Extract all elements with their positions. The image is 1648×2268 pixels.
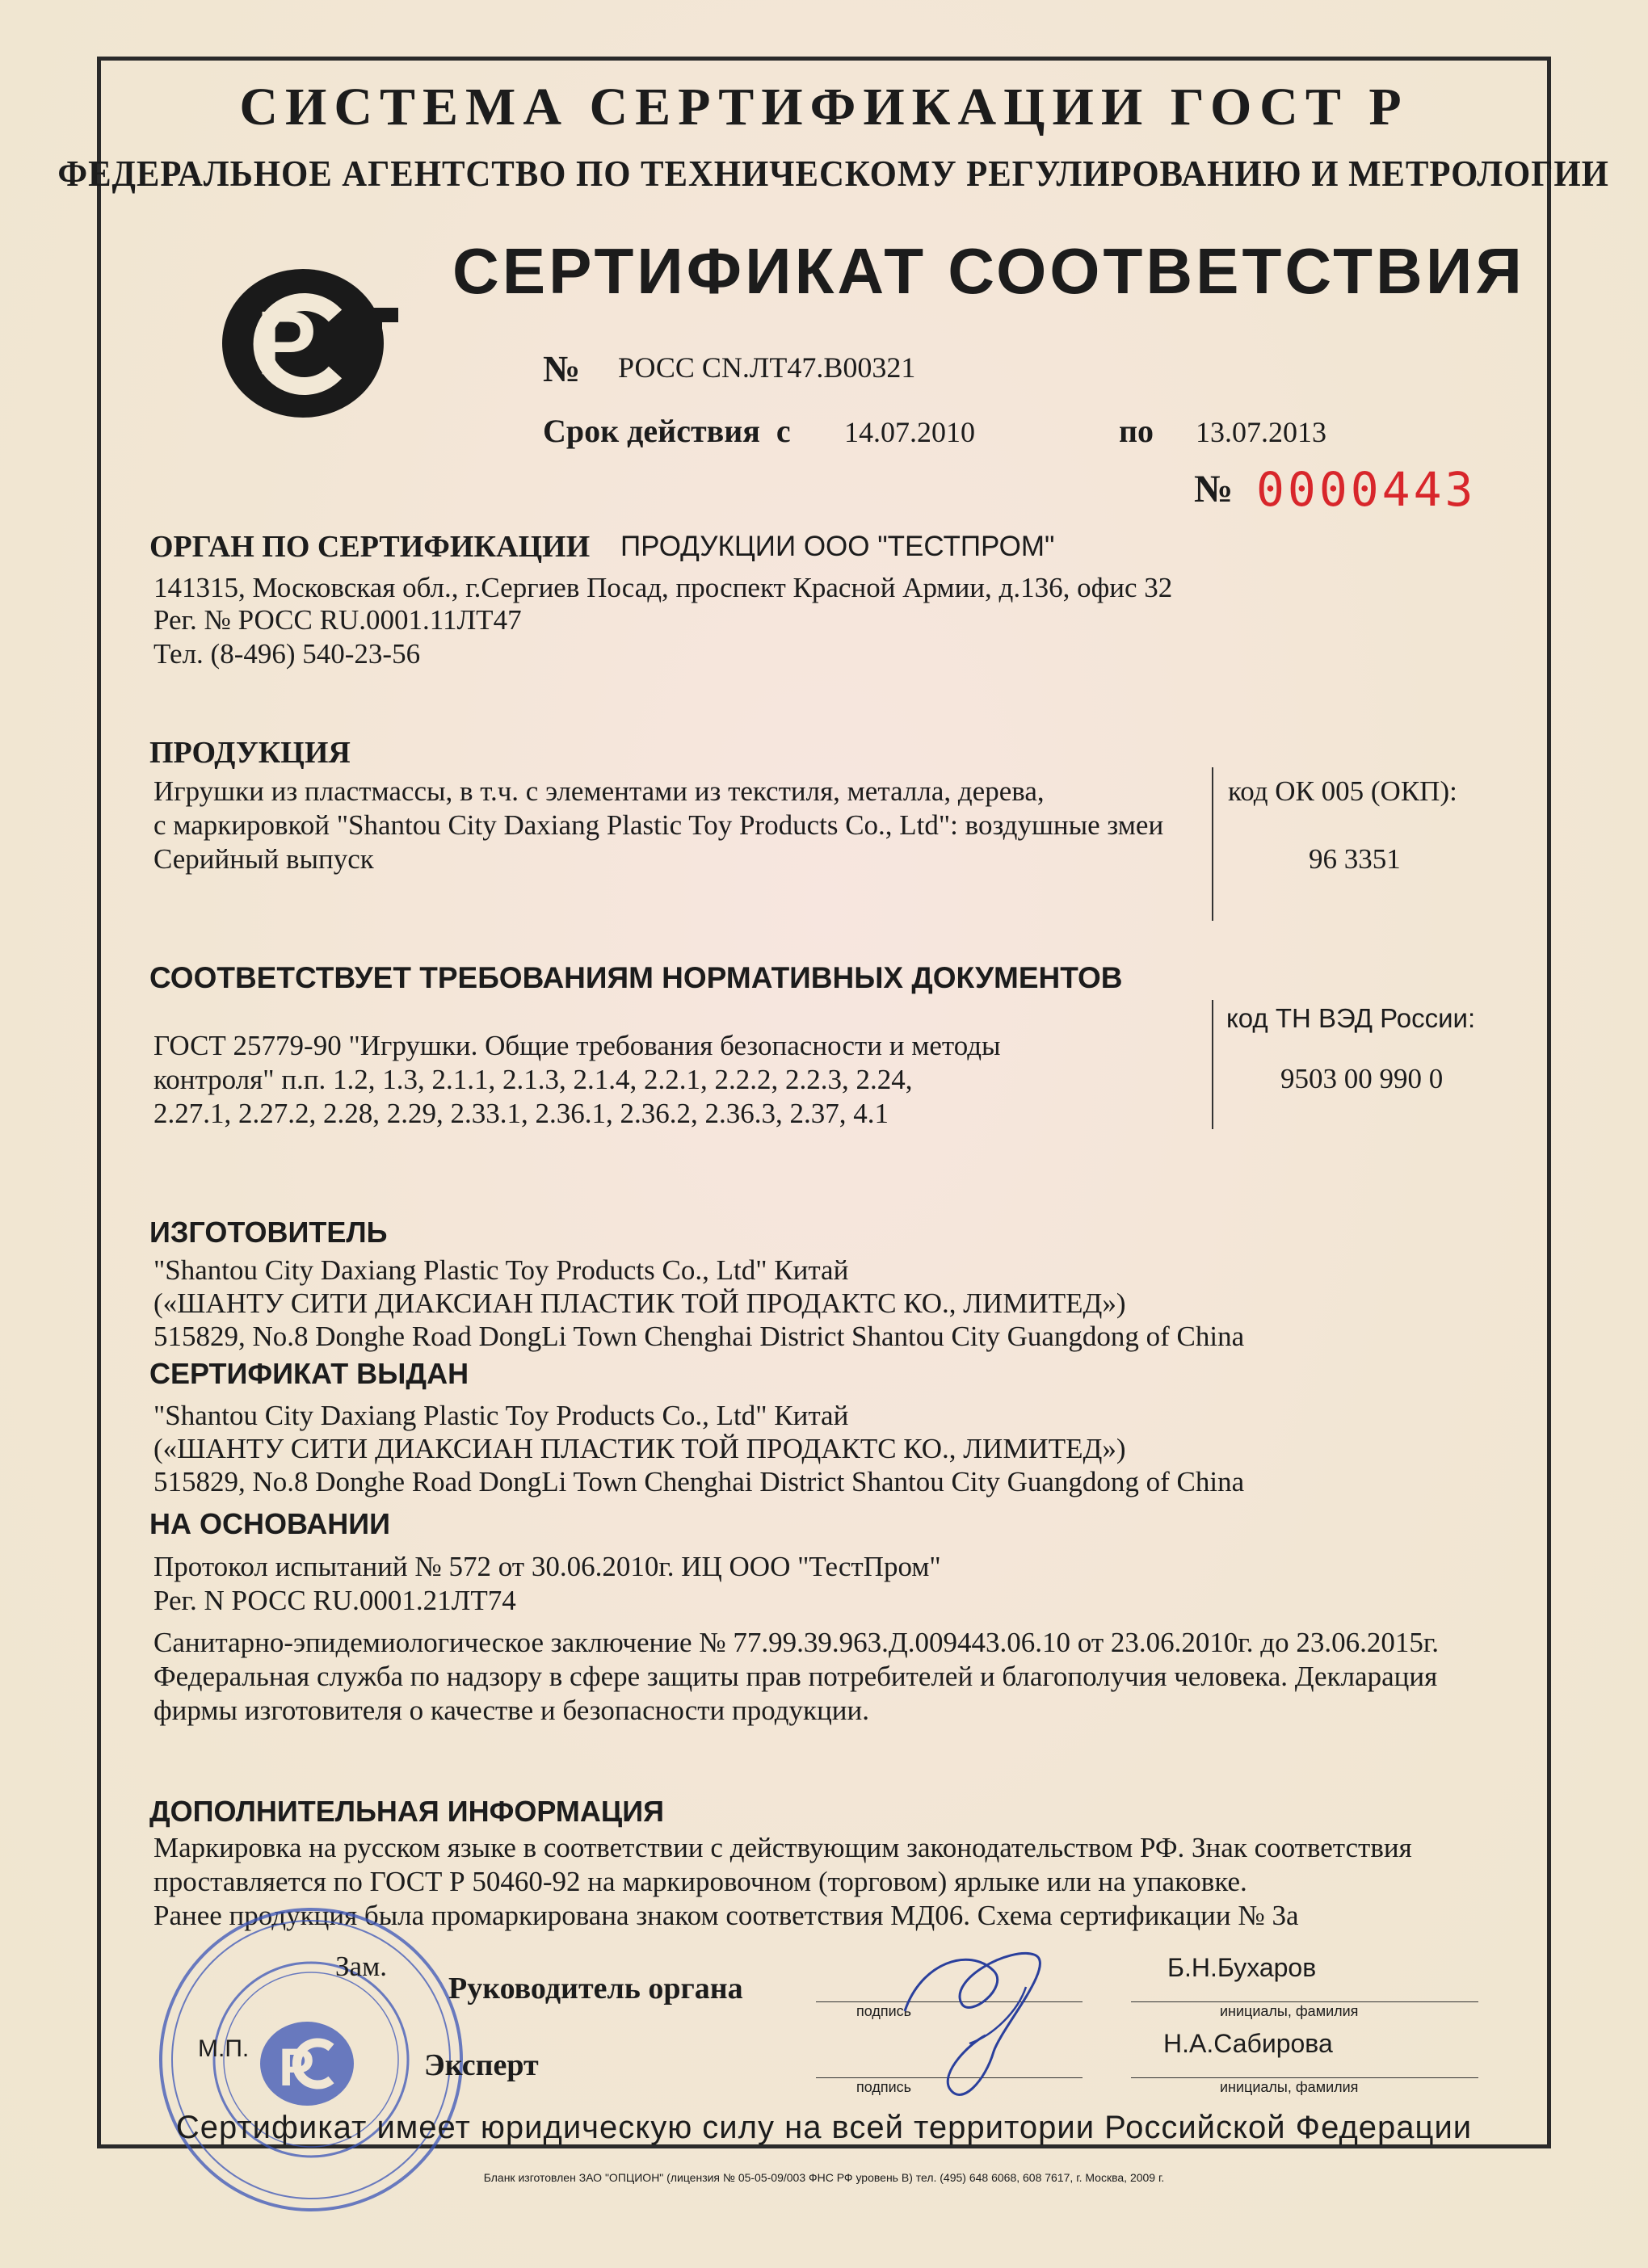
validity-text: Срок действия: [543, 413, 760, 449]
serial-label: №: [1194, 468, 1234, 510]
organ-phone: Тел. (8-496) 540-23-56: [153, 638, 421, 670]
manufacturer-line: 515829, No.8 Donghe Road DongLi Town Chenghai District Shantou City Guangdong of China: [153, 1321, 1245, 1352]
product-line: с маркировкой "Shantou City Daxiang Plastic Toy Products Co., Ltd": воздушные змеи: [153, 809, 1164, 841]
issued-heading: СЕРТИФИКАТ ВЫДАН: [149, 1357, 469, 1390]
compliance-line: контроля" п.п. 1.2, 1.3, 2.1.1, 2.1.3, 2.1.4, 2.2.1, 2.2.2, 2.2.3, 2.24,: [153, 1064, 913, 1095]
product-line: Серийный выпуск: [153, 843, 374, 875]
expert-name: Н.А.Сабирова: [1163, 2029, 1333, 2058]
issued-line: "Shantou City Daxiang Plastic Toy Products Co., Ltd" Китай: [153, 1400, 849, 1431]
validity-from-label: с: [776, 413, 791, 449]
issued-line: («ШАНТУ СИТИ ДИАКСИАН ПЛАСТИК ТОЙ ПРОДАКТС КО., ЛИМИТЕД»): [153, 1433, 1126, 1464]
organ-name: ПРОДУКЦИИ ООО "ТЕСТПРОМ": [620, 531, 1055, 562]
manufacturer-line: («ШАНТУ СИТИ ДИАКСИАН ПЛАСТИК ТОЙ ПРОДАКТС КО., ЛИМИТЕД»): [153, 1287, 1126, 1319]
additional-heading: ДОПОЛНИТЕЛЬНАЯ ИНФОРМАЦИЯ: [149, 1795, 664, 1828]
head-signature-caption: подпись: [856, 2003, 912, 2019]
additional-line: Маркировка на русском языке в соответствии с действующим законодательством РФ. Знак соответствия: [153, 1832, 1412, 1863]
validity-note: Сертификат имеет юридическую силу на всей территории Российской Федерации: [175, 2110, 1473, 2145]
organ-reg: Рег. № РОСС RU.0001.11ЛТ47: [153, 604, 522, 636]
compliance-line: 2.27.1, 2.27.2, 2.28, 2.29, 2.33.1, 2.36.1, 2.36.2, 2.36.3, 2.37, 4.1: [153, 1098, 889, 1129]
valid-to-date: 13.07.2013: [1196, 416, 1326, 448]
svg-text:P: P: [256, 292, 317, 393]
deputy-label: Зам.: [335, 1951, 387, 1982]
number-label: №: [543, 348, 581, 389]
serial-number: 0000443: [1256, 462, 1477, 517]
additional-line: Ранее продукция была промаркирована знаком соответствия МД06. Схема сертификации № 3а: [153, 1900, 1299, 1931]
basis-line: Санитарно-эпидемиологическое заключение № 77.99.39.963.Д.009443.06.10 от 23.06.2010г. до 23.06.2015г.: [153, 1627, 1440, 1658]
expert-name-caption: инициалы, фамилия: [1220, 2079, 1359, 2095]
basis-heading: НА ОСНОВАНИИ: [149, 1507, 390, 1540]
head-name-line: [1131, 2001, 1478, 2002]
product-line: Игрушки из пластмассы, в т.ч. с элементами из текстиля, металла, дерева,: [153, 775, 1045, 807]
validity-to-label: по: [1119, 413, 1154, 449]
basis-line: Протокол испытаний № 572 от 30.06.2010г. ИЦ ООО "ТестПром": [153, 1551, 941, 1582]
manufacturer-heading: ИЗГОТОВИТЕЛЬ: [149, 1216, 388, 1249]
signature-icon: [872, 1914, 1083, 2124]
system-heading: СИСТЕМА СЕРТИФИКАЦИИ ГОСТ Р: [239, 78, 1409, 136]
rst-logo-icon: [214, 262, 408, 424]
expert-label: Эксперт: [424, 2048, 539, 2082]
compliance-heading: СООТВЕТСТВУЕТ ТРЕБОВАНИЯМ НОРМАТИВНЫХ ДОКУМЕНТОВ: [149, 961, 1123, 994]
compliance-line: ГОСТ 25779-90 "Игрушки. Общие требования безопасности и методы: [153, 1030, 1001, 1061]
manufacturer-line: "Shantou City Daxiang Plastic Toy Products Co., Ltd" Китай: [153, 1254, 849, 1286]
printer-note: Бланк изготовлен ЗАО "ОПЦИОН" (лицензия № 05-05-09/003 ФНС РФ уровень В) тел. (495) 648 6068, 608 7617, г. Москва, 2009 г.: [483, 2171, 1165, 2184]
additional-line: проставляется по ГОСТ Р 50460-92 на маркировочном (торговом) ярлыке или на упаковке.: [153, 1866, 1247, 1897]
organ-heading: ОРГАН ПО СЕРТИФИКАЦИИ: [149, 530, 591, 564]
basis-line: Рег. N РОСС RU.0001.21ЛТ74: [153, 1585, 516, 1616]
basis-line: фирмы изготовителя о качестве и безопасности продукции.: [153, 1695, 870, 1726]
issued-line: 515829, No.8 Donghe Road DongLi Town Chenghai District Shantou City Guangdong of China: [153, 1466, 1245, 1497]
basis-line: Федеральная служба по надзору в сфере защиты прав потребителей и благополучия человека. Декларация: [153, 1661, 1438, 1692]
validity-label: [543, 412, 791, 450]
svg-text:P: P: [279, 2037, 315, 2097]
okp-code-label: код ОК 005 (ОКП):: [1228, 775, 1457, 807]
stamp-place-label: М.П.: [198, 2035, 250, 2062]
head-of-organ-label: Руководитель органа: [448, 1972, 743, 2006]
product-heading: ПРОДУКЦИЯ: [149, 736, 351, 770]
expert-signature-caption: подпись: [856, 2079, 912, 2095]
tnved-code: 9503 00 990 0: [1280, 1063, 1444, 1094]
head-name: Б.Н.Бухаров: [1167, 1953, 1317, 1982]
agency-heading: ФЕДЕРАЛЬНОЕ АГЕНТСТВО ПО ТЕХНИЧЕСКОМУ РЕГУЛИРОВАНИЮ И МЕТРОЛОГИИ: [57, 153, 1609, 194]
organ-address: 141315, Московская обл., г.Сергиев Посад, проспект Красной Армии, д.136, офис 32: [153, 572, 1173, 603]
okp-code: 96 3351: [1309, 843, 1401, 875]
tnved-code-label: код ТН ВЭД России:: [1226, 1003, 1476, 1033]
valid-from-date: 14.07.2010: [844, 416, 975, 448]
certificate-title: СЕРТИФИКАТ СООТВЕТСТВИЯ: [452, 235, 1525, 307]
expert-name-line: [1131, 2077, 1478, 2078]
head-name-caption: инициалы, фамилия: [1220, 2003, 1359, 2019]
certificate-number: РОСС CN.ЛТ47.В00321: [618, 351, 916, 384]
